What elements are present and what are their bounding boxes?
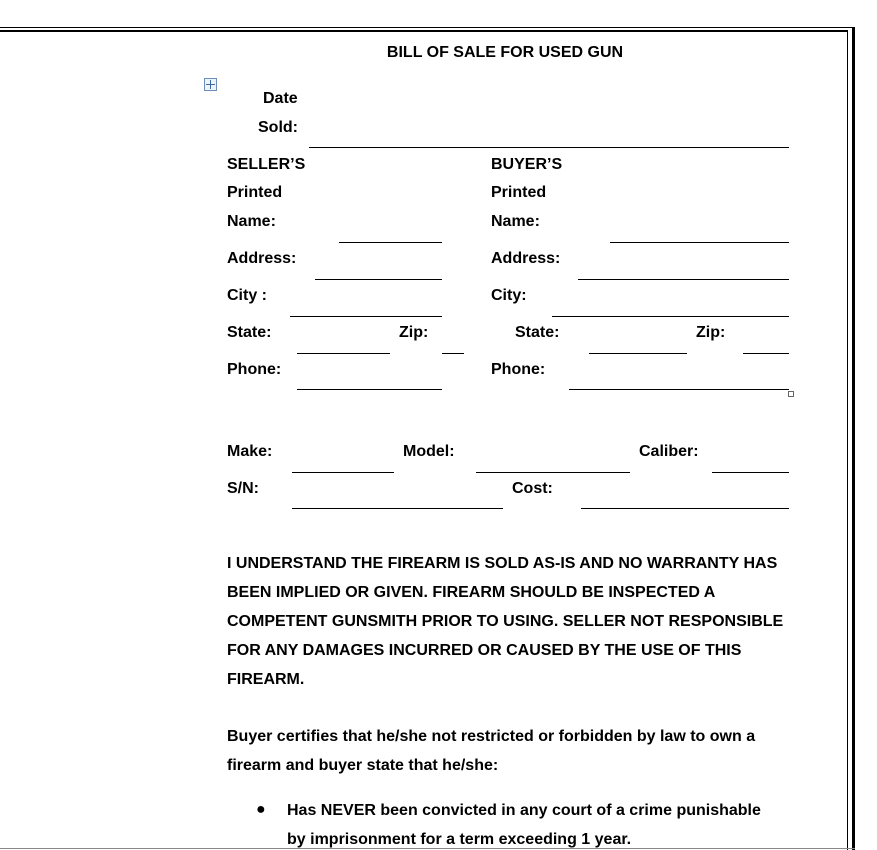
seller-zip-label: Zip: [399, 324, 429, 341]
bullet-dot-icon: ● [256, 801, 266, 818]
buyer-zip-label: Zip: [696, 324, 726, 341]
page-border-top-inner [0, 30, 848, 32]
make-field[interactable] [292, 472, 394, 473]
buyer-address-field[interactable] [578, 279, 789, 280]
page-border-right [852, 27, 855, 850]
certification-paragraph: Buyer certifies that he/she not restricted or forbidden by law to own a firearm and buyer state that he/she: [227, 728, 756, 774]
date-label-line1: Date [263, 90, 298, 107]
disclaimer-paragraph: I UNDERSTAND THE FIREARM IS SOLD AS-IS AND NO WARRANTY HAS BEEN IMPLIED OR GIVEN. FIREARM SHOULD BE INSPECTED A COMPETENT GUNSMITH PRIOR TO USING. SELLER NOT RESPONSIBLE FOR ANY DAMAGES INCURRED OR CAUSED BY THE USE OF THIS FIREARM. [227, 555, 784, 688]
model-label: Model: [403, 443, 455, 460]
date-sold-field[interactable] [309, 147, 789, 148]
document-title: BILL OF SALE FOR USED GUN [386, 44, 624, 61]
seller-name-field[interactable] [339, 242, 442, 243]
seller-heading: SELLER’S [227, 156, 306, 173]
buyer-name-field[interactable] [610, 242, 789, 243]
cost-field[interactable] [581, 508, 789, 509]
page-border-right-inner [847, 31, 848, 850]
seller-city-label: City : [227, 287, 267, 304]
buyer-phone-label: Phone: [491, 361, 546, 378]
seller-address-field[interactable] [315, 279, 442, 280]
list-item: Has NEVER been convicted in any court of a crime punishable by imprisonment for a term exceeding 1 year. [287, 802, 761, 848]
buyer-heading: BUYER’S [491, 156, 563, 173]
buyer-state-field[interactable] [589, 353, 687, 354]
caliber-label: Caliber: [639, 443, 699, 460]
table-move-handle-icon[interactable] [204, 78, 217, 91]
page-border-top [0, 27, 855, 28]
buyer-address-label: Address: [491, 250, 561, 267]
seller-state-field[interactable] [297, 353, 390, 354]
date-label-line2: Sold: [258, 119, 298, 136]
caliber-field[interactable] [712, 472, 789, 473]
table-resize-handle-icon[interactable] [788, 391, 794, 397]
buyer-zip-field[interactable] [743, 353, 789, 354]
cost-label: Cost: [512, 480, 553, 497]
seller-phone-label: Phone: [227, 361, 282, 378]
seller-zip-field[interactable] [442, 353, 464, 354]
seller-city-field[interactable] [290, 316, 442, 317]
seller-name-label: Name: [227, 213, 276, 230]
buyer-city-label: City: [491, 287, 527, 304]
seller-address-label: Address: [227, 250, 297, 267]
buyer-state-label: State: [515, 324, 560, 341]
serial-number-label: S/N: [227, 480, 259, 497]
buyer-name-label: Name: [491, 213, 540, 230]
model-field[interactable] [476, 472, 630, 473]
seller-phone-field[interactable] [297, 389, 442, 390]
seller-printed-label: Printed [227, 184, 283, 201]
buyer-phone-field[interactable] [569, 389, 789, 390]
buyer-city-field[interactable] [552, 316, 789, 317]
make-label: Make: [227, 443, 273, 460]
buyer-printed-label: Printed [491, 184, 547, 201]
seller-state-label: State: [227, 324, 272, 341]
serial-number-field[interactable] [292, 508, 503, 509]
